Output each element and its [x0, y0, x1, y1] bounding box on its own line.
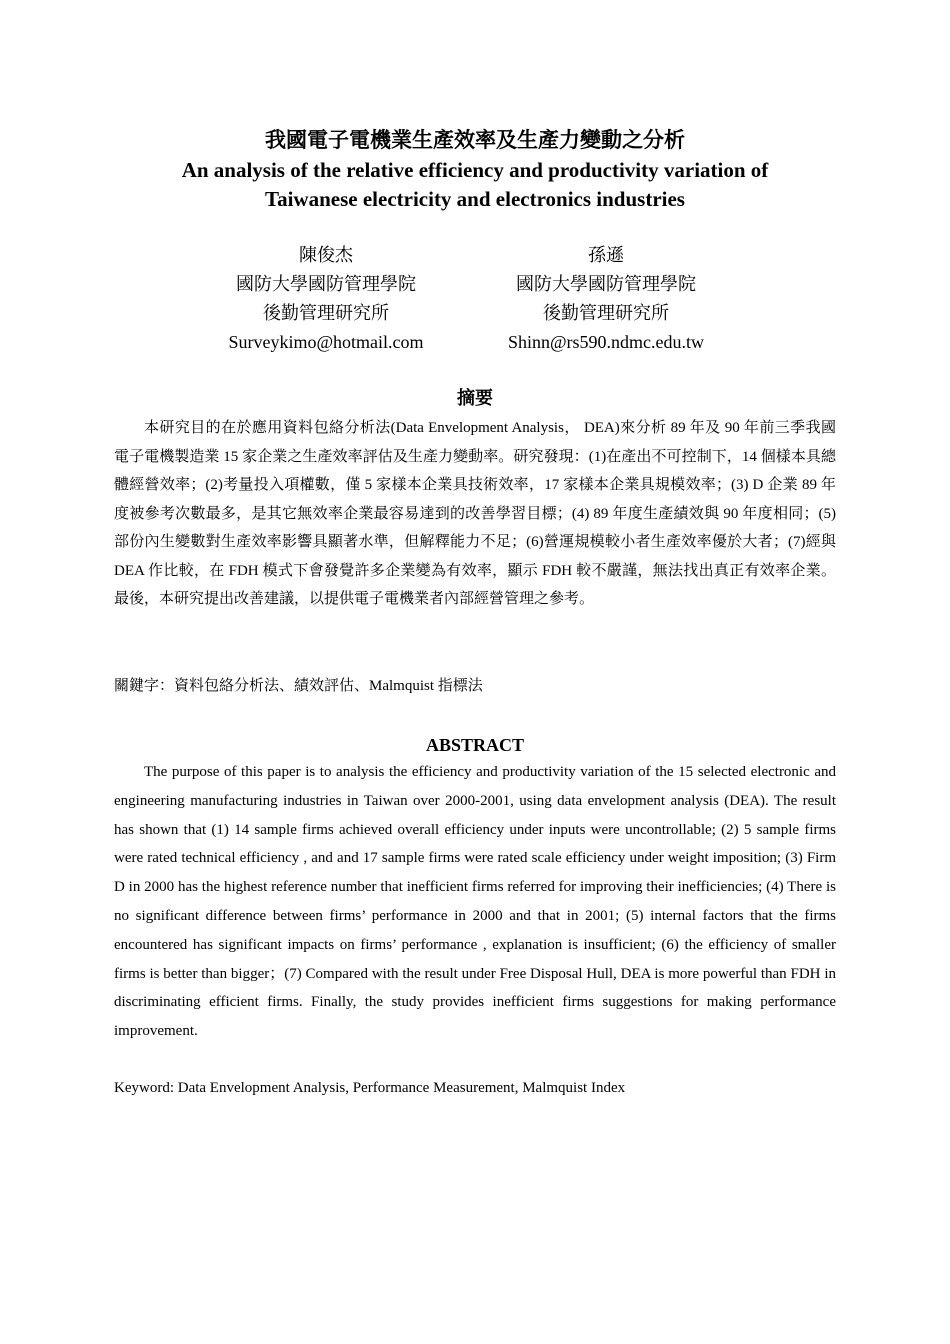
abstract-en-heading: ABSTRACT: [425, 735, 525, 755]
author-name: 陳俊杰: [299, 245, 353, 265]
author-department: 後勤管理研究所: [263, 303, 389, 323]
abstract-zh-heading: 摘要: [457, 388, 493, 408]
author-email: Surveykimo@hotmail.com: [228, 332, 424, 352]
keywords-zh: 關鍵字：資料包絡分析法、績效評估、Malmquist 指標法: [114, 678, 483, 694]
author-email: Shinn@rs590.ndmc.edu.tw: [507, 332, 705, 352]
author-block-2: [486, 241, 726, 357]
author-affiliation: 國防大學國防管理學院: [516, 274, 696, 294]
paper-title-en-line-1: An analysis of the relative efficiency and productivity variation of: [181, 158, 769, 182]
paper-title-zh: 我國電子電機業生產效率及生產力變動之分析: [265, 128, 685, 152]
author-block-1: [206, 241, 446, 357]
keywords-en: Keyword: Data Envelopment Analysis, Performance Measurement, Malmquist Index: [114, 1080, 626, 1096]
paper-title-en: [0, 156, 950, 214]
abstract-zh-paragraph: 本研究目的在於應用資料包絡分析法(Data Envelopment Analysis， DEA)來分析 89 年及 90 年前三季我國電子電機製造業 15 家企業之生產效率評估及生產力變動率。研究發現：(1)在產出不可控制下，14 個樣本具總體經營效率；(2)考量投入項權數，僅 5 家樣本企業具技術效率，17 家樣本企業具規模效率；(3) D 企業 89 年度被參考次數最多，是其它無效率企業最容易達到的改善學習目標；(4) 89 年度生產績效與 90 年度相同；(5)部份內生變數對生產效率影響具顯著水準，但解釋能力不足；(6)營運規模較小者生產效率優於大者；(7)經與 DEA 作比較，在 FDH 模式下會發覺許多企業變為有效率，顯示 FDH 較不嚴謹，無法找出真正有效率企業。最後，本研究提出改善建議，以提供電子電機業者內部經營管理之參考。: [114, 420, 836, 607]
author-department: 後勤管理研究所: [543, 303, 669, 323]
author-name: 孫遜: [588, 245, 624, 265]
paper-title-en-line-2: Taiwanese electricity and electronics industries: [265, 187, 685, 211]
author-affiliation: 國防大學國防管理學院: [236, 274, 416, 294]
abstract-en-paragraph: The purpose of this paper is to analysis the efficiency and productivity variation of the 15 selected electronic and engineering manufacturing industries in Taiwan over 2000-2001, using data envelopment analysis (DEA). The result has shown that (1) 14 sample firms achieved overall efficiency under inputs were uncontrollable; (2) 5 sample firms were rated technical efficiency , and and 17 sample firms were rated scale efficiency under weight imposition; (3) Firm D in 2000 has the highest reference number that inefficient firms referred for improving their inefficiencies; (4) There is no significant difference between firms’ performance in 2000 and that in 2001; (5) internal factors that the firms encountered has significant impacts on firms’ performance , explanation is insufficient; (6) the efficiency of smaller firms is better than bigger；(7) Compared with the result under Free Disposal Hull, DEA is more powerful than FDH in discriminating efficient firms. Finally, the study provides inefficient firms suggestions for making performance improvement.: [114, 764, 836, 1040]
